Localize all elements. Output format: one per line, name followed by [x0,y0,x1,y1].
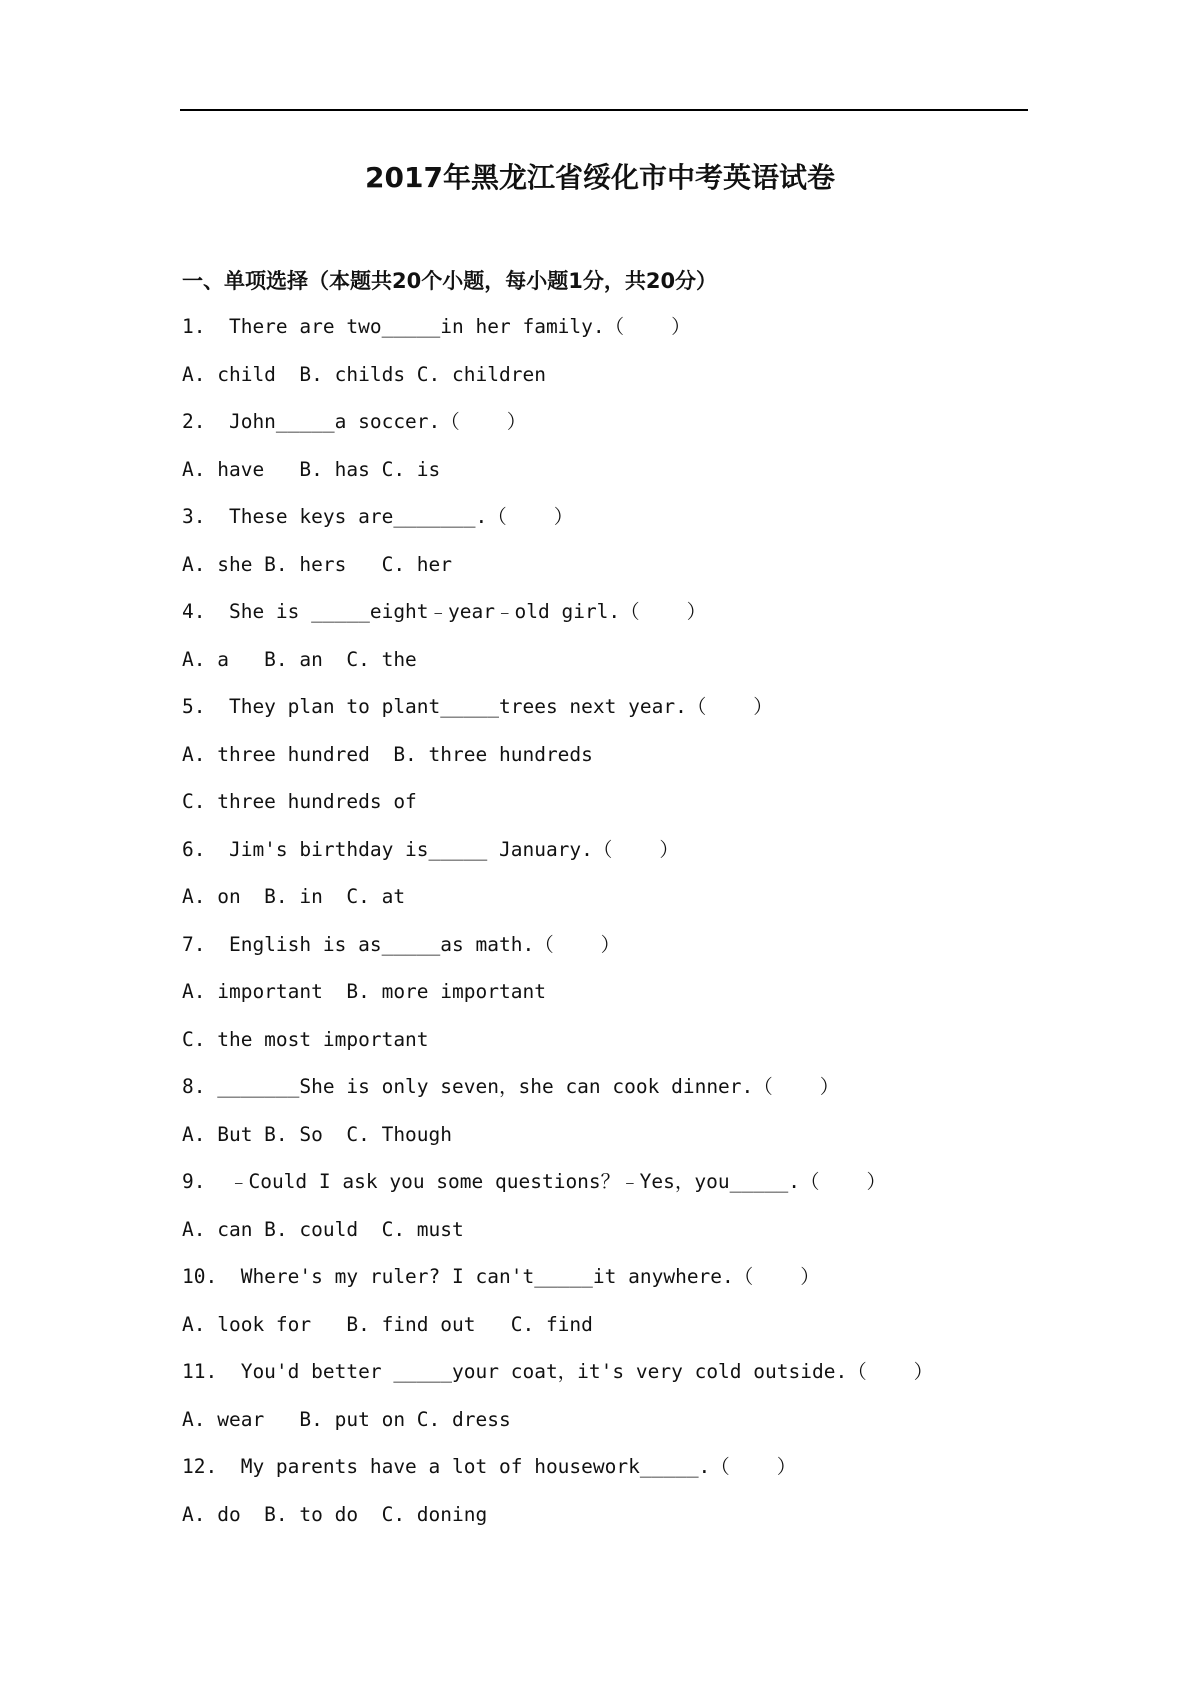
question-9: 9. ﹣Could I ask you some questions？﹣Yes，you_____.（ ） [182,1170,886,1193]
header-rule [180,109,1028,111]
question-8: 8. _______She is only seven，she can cook dinner.（ ） [182,1075,840,1098]
question-6-options: A. on B. in C. at [182,885,406,908]
question-5-options-continued: C. three hundreds of [182,790,417,813]
question-4: 4. She is _____eight﹣year﹣old girl.（ ） [182,600,707,623]
question-10-options: A. look for B. find out C. find [182,1312,593,1336]
question-4-options: A. a B. an C. the [182,647,417,671]
question-12-options: A. do B. to do C. doning [182,1502,488,1526]
section-heading: 一、单项选择（本题共20个小题，每小题1分，共20分） [182,269,718,293]
question-6: 6. Jim's birthday is_____ January.（ ） [182,837,679,861]
question-11: 11. You'd better _____your coat，it's very cold outside.（ ） [182,1360,934,1383]
question-11-options: A. wear B. put on C. dress [182,1407,511,1431]
question-9-options: A. can B. could C. must [182,1217,464,1241]
question-3: 3. These keys are_______.（ ） [182,505,574,528]
question-3-options: A. she B. hers C. her [182,552,453,576]
exam-title: 2017年黑龙江省绥化市中考英语试卷 [365,161,835,194]
question-5-options: A. three hundred B. three hundreds [182,742,593,766]
question-2: 2. John_____a soccer.（ ） [182,410,527,433]
question-7-options-continued: C. the most important [182,1027,429,1051]
question-7: 7. English is as_____as math.（ ） [182,932,621,956]
question-1: 1. There are two_____in her family.（ ） [182,315,691,338]
question-5: 5. They plan to plant_____trees next year.（ ） [182,695,773,718]
question-2-options: A. have B. has C. is [182,457,441,481]
question-10: 10. Where's my ruler? I can't_____it anywhere.（ ） [182,1265,820,1288]
question-12: 12. My parents have a lot of housework_____.（ ） [182,1455,797,1478]
question-8-options: A. But B. So C. Though [182,1122,453,1146]
question-1-options: A. child B. childs C. children [182,362,546,386]
question-list [182,312,1082,1547]
question-7-options: A. important B. more important [182,980,546,1003]
